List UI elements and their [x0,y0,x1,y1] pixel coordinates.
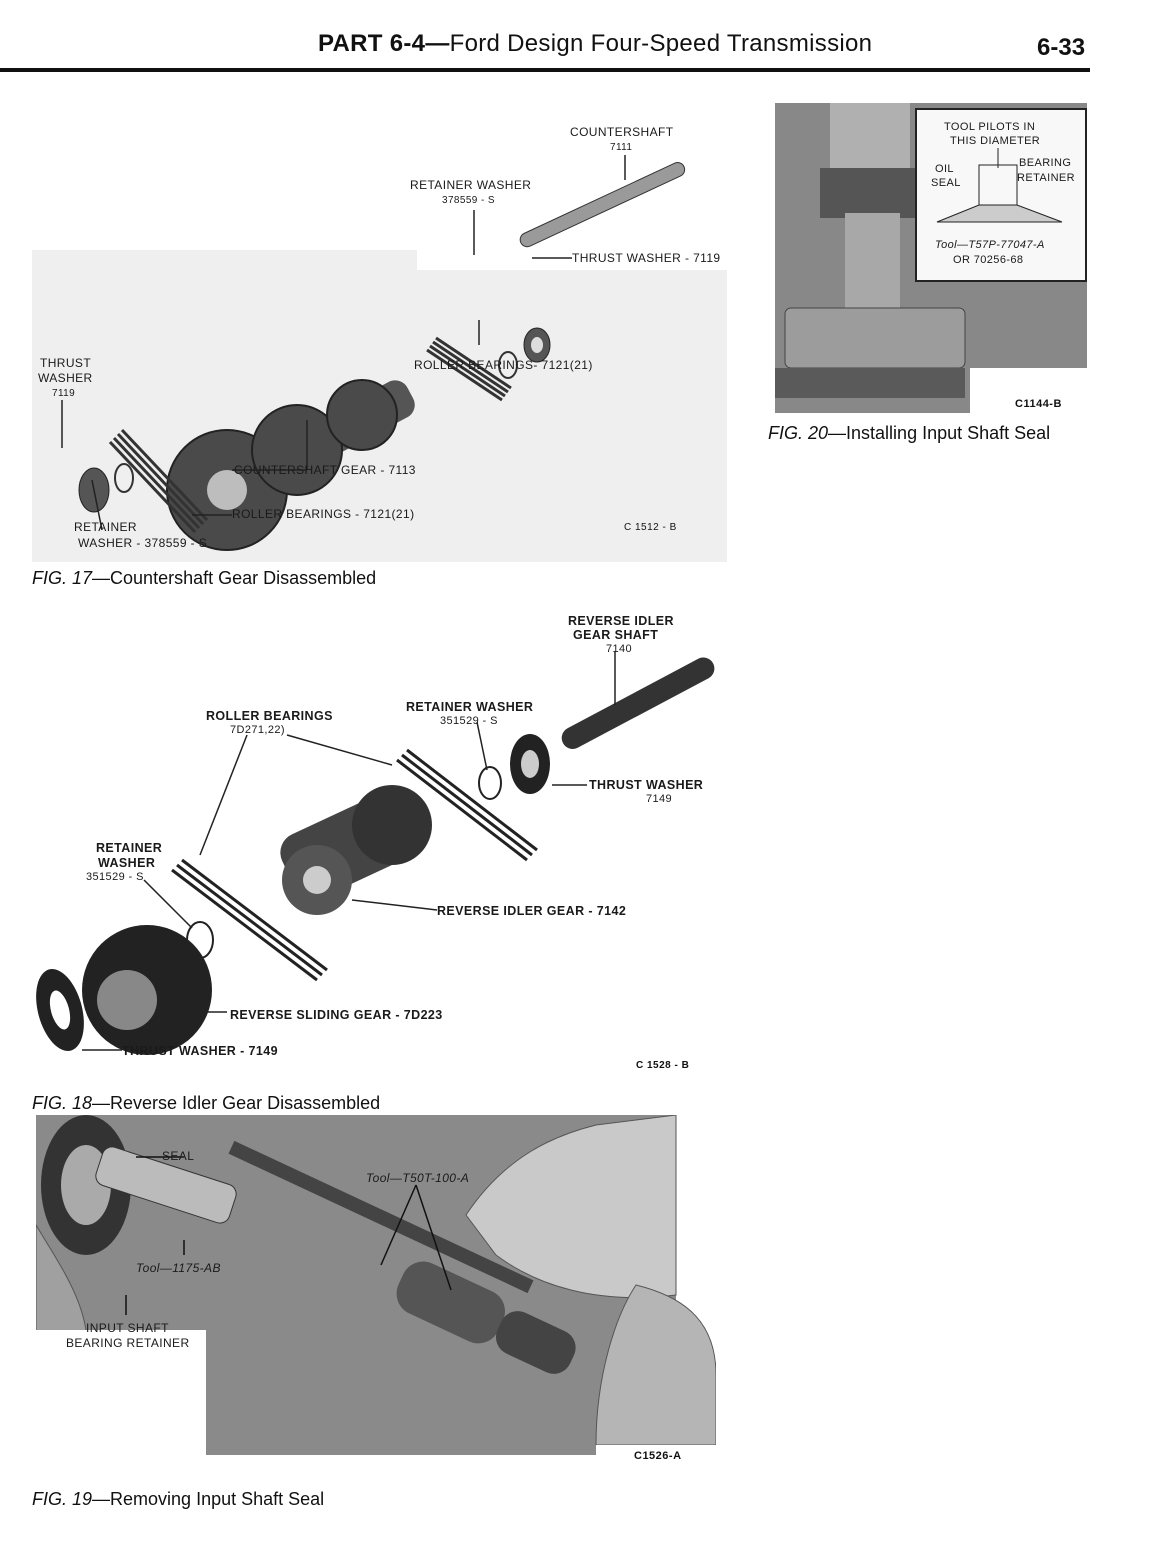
fig18-caption: FIG. 18—Reverse Idler Gear Disassembled [32,1093,381,1113]
fig20-caption: FIG. 20—Installing Input Shaft Seal [768,423,1051,443]
fig18-label-thrust-washer-right: THRUST WASHER [589,778,704,792]
fig17-label-retainer-washer-bottom-2: WASHER - 378559 - S [78,536,208,550]
fig19-label-seal: SEAL [162,1149,195,1163]
fig20-caption-num: FIG. 20 [768,423,829,443]
fig20-label-bearing-retainer-1: BEARING [1019,157,1072,169]
fig20-label-tool-1: Tool—T57P-77047-A [935,239,1045,251]
fig18-label-reverse-idler-gear: REVERSE IDLER GEAR - 7142 [437,904,627,918]
page-number: 6-33 [1037,34,1086,61]
fig17-label-thrust-washer-right: THRUST WASHER - 7119 [572,251,721,265]
fig18-code: C 1528 - B [636,1060,690,1071]
fig18-caption-num: FIG. 18 [32,1093,93,1113]
fig17-drawing [32,100,727,562]
fig17-label-countershaft-num: 7111 [610,142,633,153]
fig19-caption-num: FIG. 19 [32,1489,93,1509]
fig18-label-reverse-sliding-gear: REVERSE SLIDING GEAR - 7D223 [230,1008,443,1022]
part-number: PART 6-4 [318,30,426,57]
fig19-label-input-shaft-1: INPUT SHAFT [86,1321,169,1335]
fig18-label-retainer-washer-left-num: 351529 - S [86,871,144,883]
fig17-label-countershaft-gear: COUNTERSHAFT GEAR - 7113 [234,463,416,477]
fig20-label-oil-seal-1: OIL [935,163,954,175]
fig20-label-tool-2: OR 70256-68 [953,254,1024,266]
fig19-photo [36,1115,716,1465]
fig17-caption-num: FIG. 17 [32,568,93,588]
page-header-title: PART 6-4—Ford Design Four-Speed Transmission [318,30,873,57]
fig18-label-retainer-washer-top-num: 351529 - S [440,715,498,727]
fig19-label-tool-main: Tool—T50T-100-A [366,1171,470,1185]
fig17-label-retainer-washer-bottom-1: RETAINER [74,520,137,534]
fig20-photo [775,103,1087,413]
fig17-label-thrust-washer-left-num: 7119 [52,388,76,399]
fig17-label-retainer-washer-top-num: 378559 - S [442,195,495,206]
fig18-label-thrust-washer-right-num: 7149 [646,793,673,805]
fig17-label-roller-bearings-top: ROLLER BEARINGS- 7121(21) [414,358,593,372]
fig20-label-oil-seal-2: SEAL [931,177,961,189]
fig18-label-roller-bearings-num: 7D271,22) [230,724,285,736]
fig17-label-retainer-washer-top: RETAINER WASHER [410,178,532,192]
fig20-caption-text: Installing Input Shaft Seal [846,423,1051,443]
fig19-caption: FIG. 19—Removing Input Shaft Seal [32,1489,325,1509]
fig18-label-retainer-washer-left-2: WASHER [98,856,156,870]
fig20-code: C1144-B [1015,398,1062,410]
fig17-label-countershaft: COUNTERSHAFT [570,125,674,139]
fig17-code: C 1512 - B [624,522,677,533]
fig17-label-roller-bearings-bottom: ROLLER BEARINGS - 7121(21) [232,507,415,521]
fig17-caption-text: Countershaft Gear Disassembled [110,568,377,588]
fig20-label-tool-pilots-2: THIS DIAMETER [950,135,1041,147]
fig20-inset-diagram [915,108,1087,282]
fig18-label-thrust-washer-bottom: THRUST WASHER - 7149 [122,1044,278,1058]
fig17-label-thrust-washer-left-2: WASHER [38,371,93,385]
fig18-label-retainer-washer-top: RETAINER WASHER [406,700,534,714]
fig17-illustration [32,100,727,562]
fig20-label-tool-pilots-1: TOOL PILOTS IN [944,121,1036,133]
section-title: Ford Design Four-Speed Transmission [449,30,873,57]
fig18-label-roller-bearings: ROLLER BEARINGS [206,709,333,723]
fig19-label-input-shaft-2: BEARING RETAINER [66,1336,190,1350]
fig18-label-reverse-idler-shaft-1: REVERSE IDLER [568,614,674,628]
fig19-drawing [36,1115,716,1465]
header-rule [0,68,1090,72]
fig19-caption-text: Removing Input Shaft Seal [110,1489,325,1509]
fig17-caption: FIG. 17—Countershaft Gear Disassembled [32,568,377,588]
fig18-illustration [32,610,722,1080]
fig18-label-reverse-idler-shaft-2: GEAR SHAFT [573,628,659,642]
fig18-label-reverse-idler-shaft-num: 7140 [606,643,633,655]
fig19-code: C1526-A [634,1450,682,1462]
fig19-label-tool-small: Tool—1175-AB [136,1261,221,1275]
fig17-label-thrust-washer-left-1: THRUST [40,356,92,370]
fig18-caption-text: Reverse Idler Gear Disassembled [110,1093,381,1113]
fig18-label-retainer-washer-left-1: RETAINER [96,841,163,855]
fig20-label-bearing-retainer-2: RETAINER [1017,172,1076,184]
